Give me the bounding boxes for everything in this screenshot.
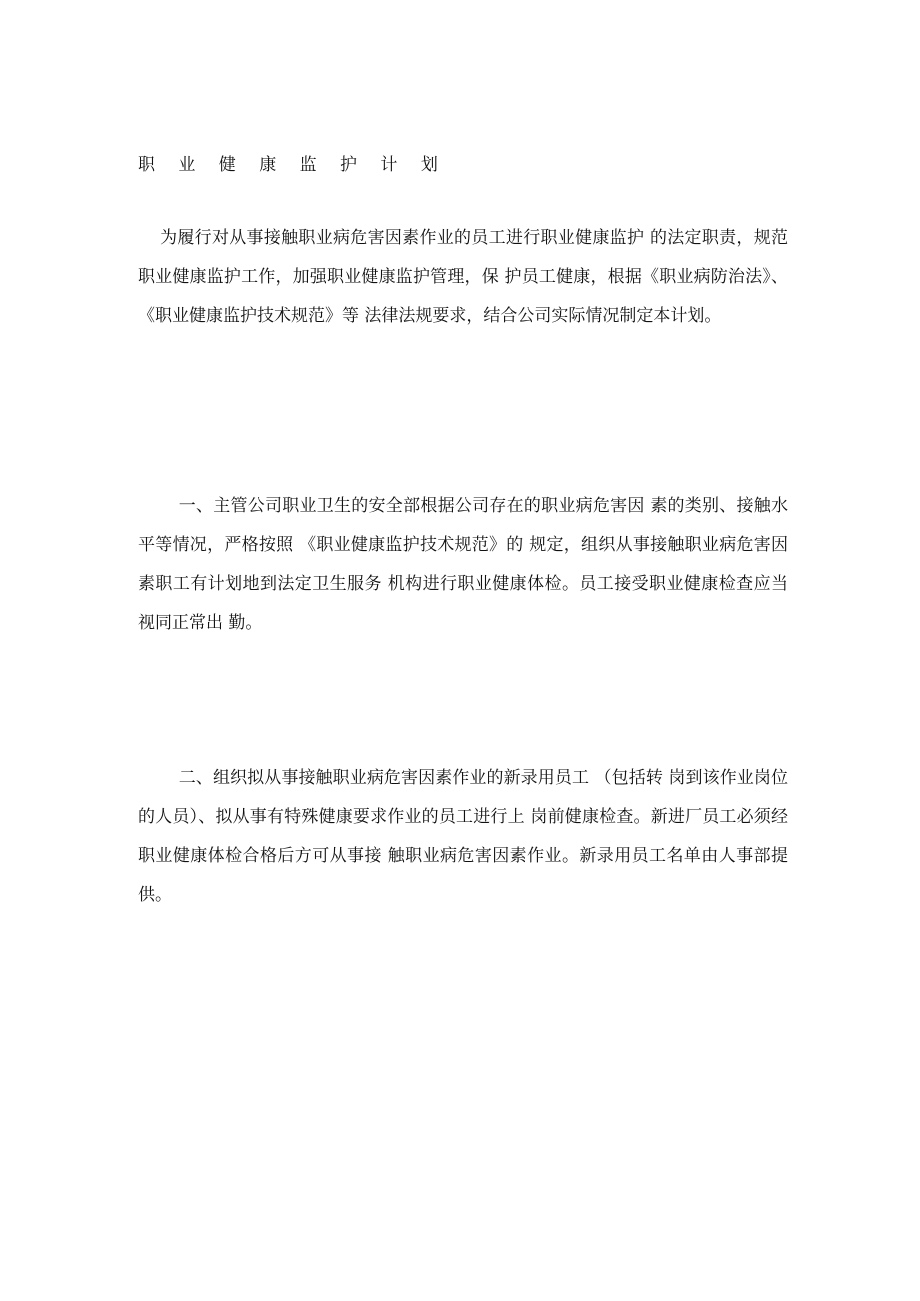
paragraph-item-1: 一、主管公司职业卫生的安全部根据公司存在的职业病危害因 素的类别、接触水平等情况，严格按照 《职业健康监护技术规范》的 规定，组织从事接触职业病危害因素职工有计划地到法定卫生服务 机构进行职业健康体检。员工接受职业健康检查应当视同正常出 勤。 — [138, 496, 788, 633]
paragraph-item-2: 二、组织拟从事接触职业病危害因素作业的新录用员工 （包括转 岗到该作业岗位的人员）、拟从事有特殊健康要求作业的员工进行上 岗前健康检查。新进厂员工必须经职业健康体检合格后方可从事接 触职业病危害因素作业。新录用员工名单由人事部提供。 — [138, 768, 788, 905]
document-title: 职 业 健 康 监 护 计 划 — [138, 155, 447, 175]
paragraph-intro: 为履行对从事接触职业病危害因素作业的员工进行职业健康监护 的法定职责，规范职业健康监护工作，加强职业健康监护管理，保 护员工健康，根据《职业病防治法》、《职业健康监护技术规范》等 法律法规要求，结合公司实际情况制定本计划。 — [138, 228, 788, 326]
